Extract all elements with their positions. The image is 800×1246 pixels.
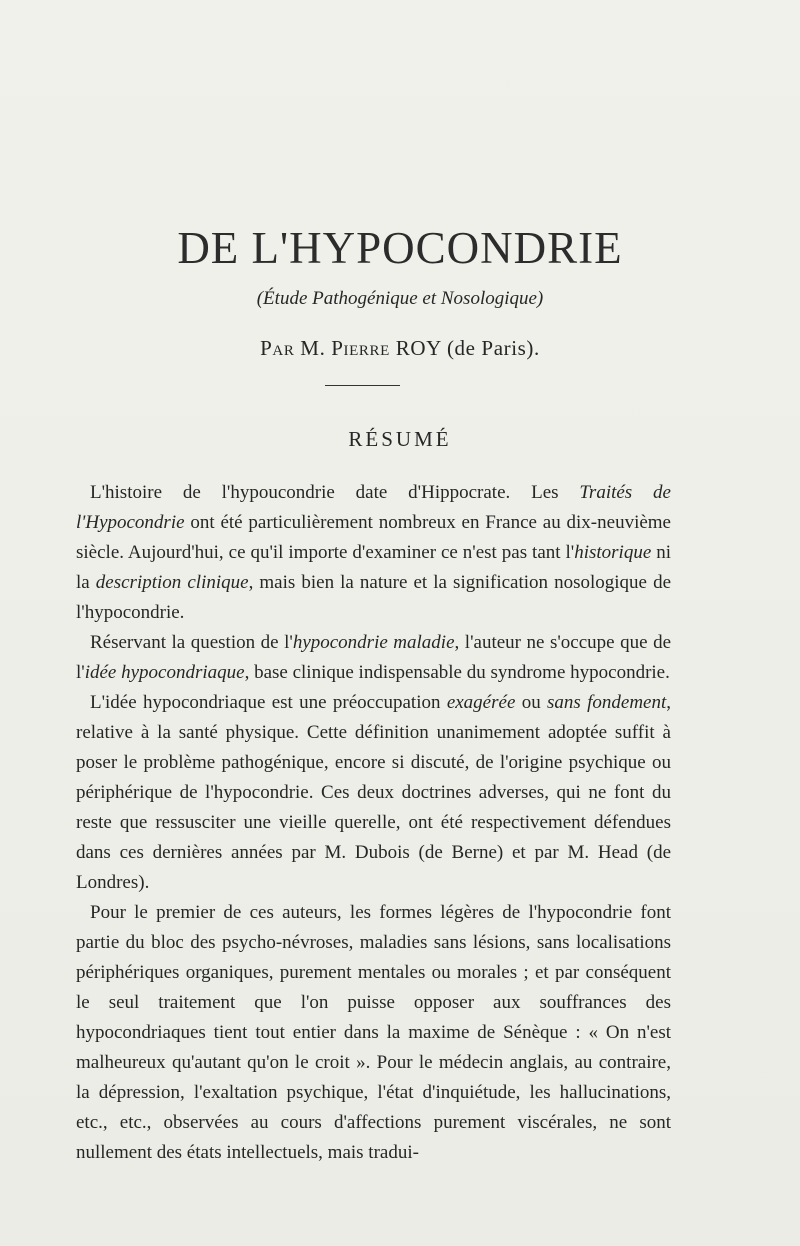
text-run: ont été particulièrement nombreux en France au dix-neuvième siècle. Aujourd'hui, ce qu'il importe d'examiner ce n'est pas tant l' xyxy=(76,512,671,563)
divider xyxy=(325,385,400,386)
byline-last-name: ROY xyxy=(395,336,442,360)
paragraph xyxy=(76,478,671,628)
section-heading: RÉSUMÉ xyxy=(348,427,452,451)
text-run: Pour le premier de ces auteurs, les formes légères de l'hypocondrie font partie du bloc des psycho-névroses, maladies sans lésions, sans localisations périphériques organiques, purement mentales ou morales ; et par conséquent le seul traitement que l'on puisse opposer aux souffrances des hypocondriaques tient tout entier dans la maxime de Sénèque : « On n'est malheureux qu'autant qu'on le croit ». Pour le médecin anglais, au contraire, la dépression, l'exaltation psychique, l'état d'inquiétude, les hallucinations, etc., etc., observées au cours d'affections purement viscérales, ne sont nullement des états intellectuels, mais tradui- xyxy=(76,902,671,1163)
text-run: L'histoire de l'hypoucondrie date d'Hippocrate. Les xyxy=(90,482,580,503)
text-run: Réservant la question de l' xyxy=(90,632,293,653)
text-run: ni la xyxy=(76,542,671,593)
byline-m: M. xyxy=(300,336,326,360)
italic-run: sans fondement xyxy=(547,692,667,713)
byline-place: (de Paris). xyxy=(446,336,540,360)
italic-run: historique xyxy=(574,542,652,563)
author-byline xyxy=(0,336,800,361)
byline-par: Par xyxy=(260,336,295,360)
text-run: L'idée hypocondriaque est une préoccupation xyxy=(90,692,447,713)
text-run: , l'auteur ne s'occupe que de l' xyxy=(76,632,671,683)
text-run: ou xyxy=(515,692,547,713)
paragraph xyxy=(76,898,671,1168)
italic-run: Traités de l'Hypocondrie xyxy=(76,482,671,533)
italic-run: description clinique xyxy=(95,572,249,593)
text-run: , relative à la santé physique. Cette définition unanimement adoptée suffit à poser le problème pathogénique, encore si discuté, de l'origine psychique ou périphérique de l'hypocondrie. Ces deux doctrines adverses, qui ne font du reste que ressusciter une vieille querelle, ont été respectivement défendues dans ces dernières années par M. Dubois (de Berne) et par M. Head (de Londres). xyxy=(76,692,671,893)
text-run: , mais bien la nature et la signification nosologique de l'hypocondrie. xyxy=(76,572,671,623)
byline-first-name: Pierre xyxy=(331,336,390,360)
page-title: DE L'HYPOCONDRIE xyxy=(177,223,623,273)
italic-run: hypocondrie maladie xyxy=(292,632,455,653)
body-text xyxy=(76,478,671,1168)
subtitle: (Étude Pathogénique et Nosologique) xyxy=(256,288,544,309)
italic-run: exagérée xyxy=(446,692,516,713)
text-run: , base clinique indispensable du syndrome hypocondrie. xyxy=(244,662,670,683)
paragraph xyxy=(76,628,671,688)
paragraph xyxy=(76,688,671,898)
italic-run: idée hypocondriaque xyxy=(84,662,245,683)
